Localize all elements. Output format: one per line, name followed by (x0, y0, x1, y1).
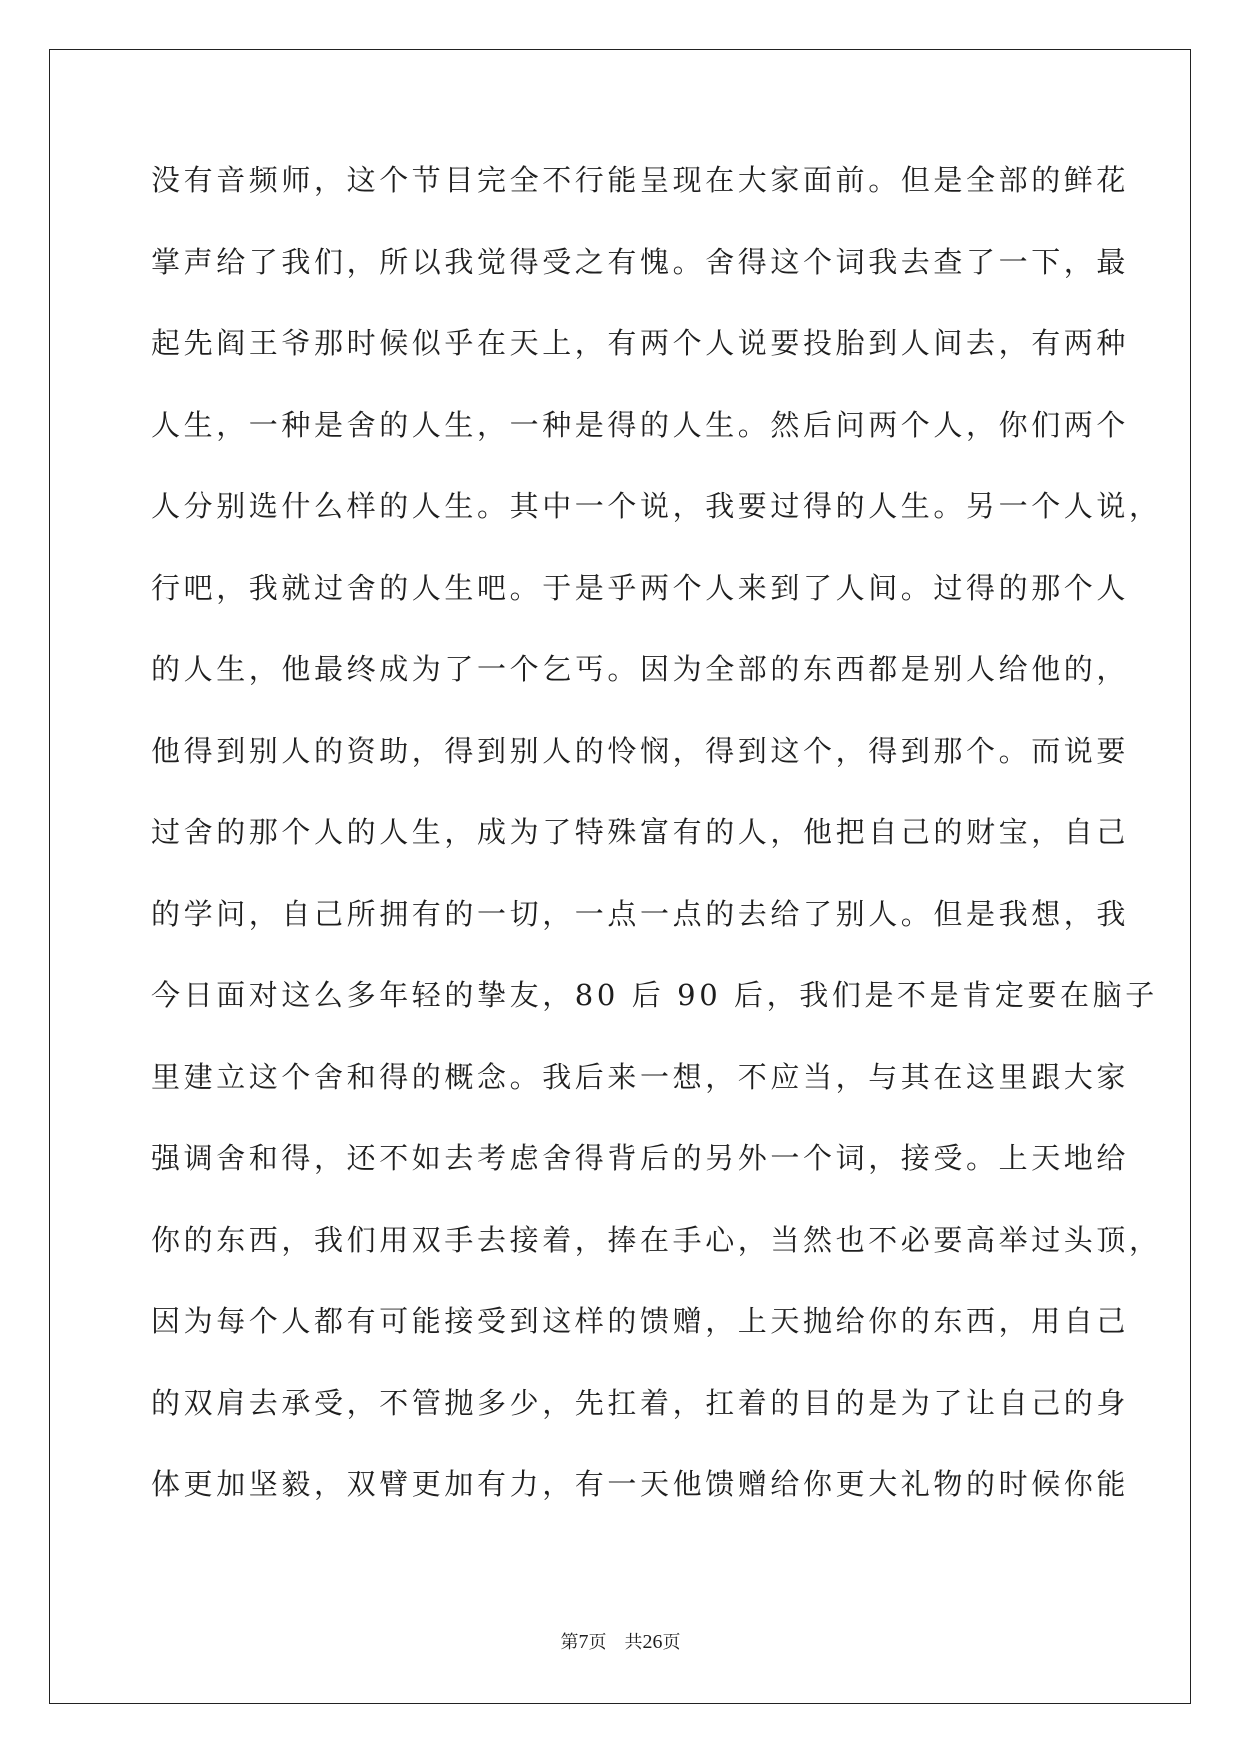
text-line: 体更加坚毅，双臂更加有力，有一天他馈赠给你更大礼物的时候你能 (151, 1467, 1130, 1501)
document-body (151, 158, 1162, 1544)
page-prefix: 第 (560, 1632, 579, 1653)
page-number: 7 (578, 1631, 589, 1653)
text-line: 你的东西，我们用双手去接着，捧在手心，当然也不必要高举过头顶， (151, 1222, 1162, 1257)
text-line: 行吧，我就过舍的人生吧。于是乎两个人来到了人间。过得的那个人 (151, 570, 1130, 605)
page-suffix: 页 (588, 1632, 607, 1653)
text-line: 的人生，他最终成为了一个乞丐。因为全部的东西都是别人给他的， (151, 652, 1130, 686)
text-line: 人分别选什么样的人生。其中一个说，我要过得的人生。另一个人说， (151, 489, 1162, 523)
text-line: 里建立这个舍和得的概念。我后来一想，不应当，与其在这里跟大家 (151, 1059, 1130, 1094)
text-line: 强调舍和得，还不如去考虑舍得背后的另外一个词，接受。上天地给 (151, 1141, 1130, 1175)
text-line: 的学问，自己所拥有的一切，一点一点的去给了别人。但是我想，我 (151, 896, 1130, 931)
text-line: 的双肩去承受，不管抛多少，先扛着，扛着的目的是为了让自己的身 (151, 1385, 1130, 1420)
total-prefix: 共 (624, 1632, 643, 1653)
text-line: 他得到别人的资助，得到别人的怜悯，得到这个，得到那个。而说要 (151, 733, 1130, 768)
total-pages: 26 (642, 1631, 663, 1653)
total-suffix: 页 (662, 1632, 681, 1653)
text-line: 因为每个人都有可能接受到这样的馈赠，上天抛给你的东西，用自己 (151, 1304, 1130, 1338)
text-line: 没有音频师，这个节目完全不行能呈现在大家面前。但是全部的鲜花 (151, 163, 1130, 197)
text-line: 掌声给了我们，所以我觉得受之有愧。舍得这个词我去查了一下，最 (151, 244, 1130, 279)
page-footer (0, 1628, 1241, 1654)
text-line: 人生，一种是舍的人生，一种是得的人生。然后问两个人，你们两个 (151, 407, 1130, 442)
text-line: 今日面对这么多年轻的挚友，80 后 90 后，我们是不是肯定要在脑子 (151, 978, 1158, 1012)
text-line: 起先阎王爷那时候似乎在天上，有两个人说要投胎到人间去，有两种 (151, 326, 1130, 360)
text-line: 过舍的那个人的人生，成为了特殊富有的人，他把自己的财宝，自己 (151, 815, 1130, 849)
